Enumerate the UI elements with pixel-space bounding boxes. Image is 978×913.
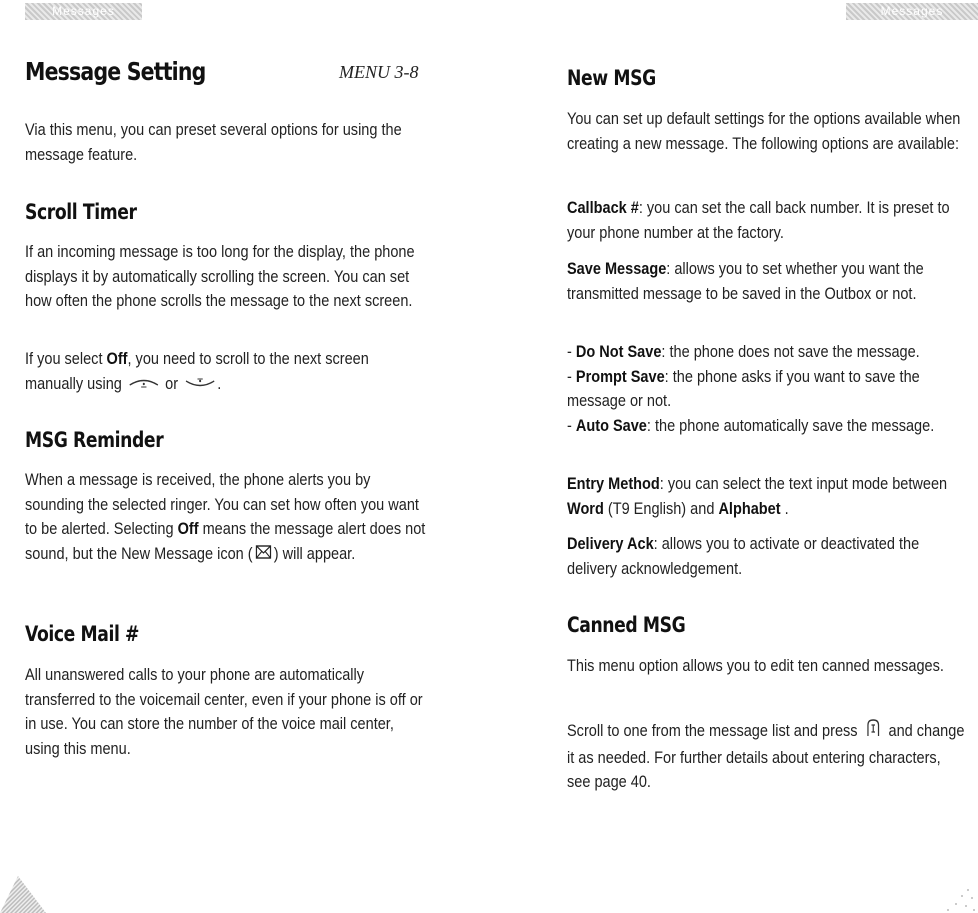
envelope-icon — [255, 542, 271, 567]
page-title: Message Setting — [25, 57, 206, 86]
intro-paragraph: Via this menu, you can preset several options for using the message feature. — [25, 121, 402, 164]
msg-reminder-paragraph: When a message is received, the phone alerts you by sounding the selected ringer. You can set how often you want to be alerted. Selecting Off means the message alert does not sound, but the New Message icon ( ) will appear. — [25, 468, 425, 566]
page-corner-dots-icon — [938, 882, 978, 913]
page-corner-triangle-icon — [0, 872, 46, 913]
scroll-timer-paragraph-2: If you select Off, you need to scroll to the next screen manually using or . — [25, 347, 425, 396]
voice-mail-paragraph: All unanswered calls to your phone are automatically transferred to the voicemail center, even if your phone is off or in use. You can store the number of the voice mail center, using this menu. — [25, 666, 423, 758]
header-tab-left: Messages — [25, 3, 142, 20]
list-item: - Do Not Save: the phone does not save the message. — [567, 343, 920, 361]
msg-reminder-heading: MSG Reminder — [25, 428, 164, 452]
canned-msg-heading: Canned MSG — [567, 613, 686, 637]
canned-msg-paragraph-2: Scroll to one from the message list and press and change it as needed. For further details about entering characters, see page 40. — [567, 718, 967, 795]
entry-method-paragraph: Entry Method: you can select the text input mode between Word (T9 English) and Alphabet . — [567, 475, 948, 518]
up-key-icon — [129, 372, 159, 397]
header-tab-right: Messages — [846, 3, 978, 20]
scroll-timer-paragraph-1: If an incoming message is too long for the display, the phone displays it by automatically scrolling the screen. You can set how often the phone scrolls the message to the next screen. — [25, 243, 415, 310]
list-item: - Auto Save: the phone automatically save the message. — [567, 416, 935, 435]
save-message-paragraph: Save Message: allows you to set whether you want the transmitted message to be saved in the Outbox or not. — [567, 260, 924, 303]
callback-paragraph: Callback #: you can set the call back number. It is preset to your phone number at the factory. — [567, 199, 950, 242]
voice-mail-heading: Voice Mail # — [25, 622, 140, 646]
new-msg-intro: You can set up default settings for the options available when creating a new message. The following options are available: — [567, 110, 961, 153]
down-key-icon — [185, 372, 215, 397]
canned-msg-paragraph-1: This menu option allows you to edit ten canned messages. — [567, 657, 944, 675]
menu-reference: MENU 3-8 — [339, 62, 419, 82]
menu-key-icon — [864, 718, 882, 746]
save-options-list — [567, 340, 967, 438]
delivery-ack-paragraph: Delivery Ack: allows you to activate or deactivated the delivery acknowledgement. — [567, 535, 920, 578]
list-item: - Prompt Save: the phone asks if you want to save the message or not. — [567, 367, 920, 410]
scroll-timer-heading: Scroll Timer — [25, 200, 137, 224]
new-msg-heading: New MSG — [567, 66, 656, 90]
